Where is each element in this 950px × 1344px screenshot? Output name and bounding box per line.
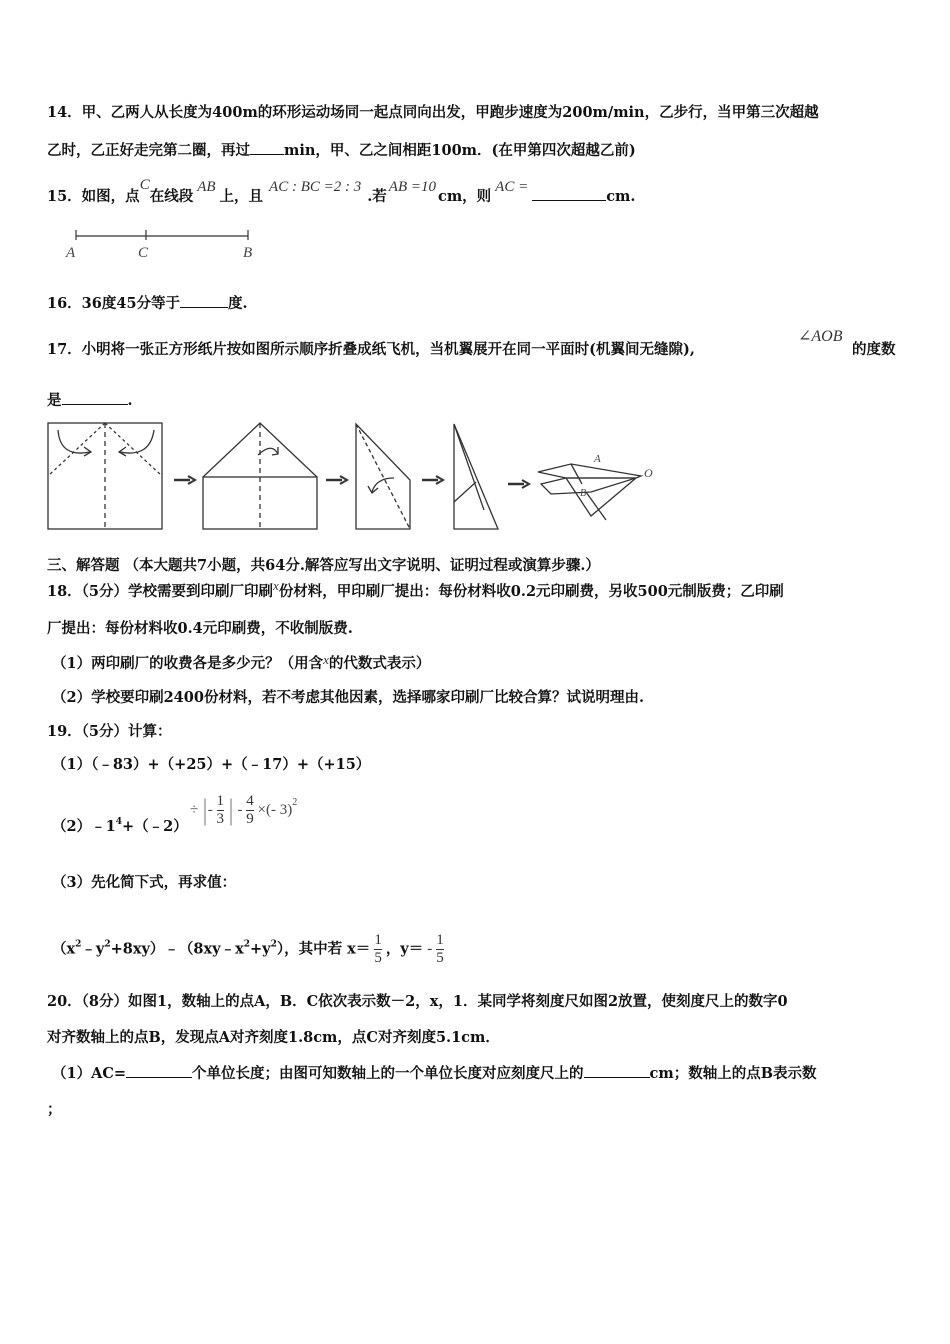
q20-line2: 对齐数轴上的点B，发现点A对齐刻度1.8cm，点C对齐刻度5.1cm． [47, 1029, 500, 1046]
q19-frac1: $\frac{1}{3}$ [216, 792, 224, 827]
q19-p2-exp: 4 [115, 817, 122, 827]
q14-line2b: min，甲、乙之间相距100m．(在甲第四次超越乙前) [284, 142, 636, 159]
q19-frac2: $\frac{4}{9}$ [246, 792, 254, 827]
q18-line1a: 18．（5分）学校需要到印刷厂印刷 [47, 583, 274, 600]
q15-answer-blank[interactable] [532, 186, 606, 201]
q18-sub1 [52, 654, 430, 674]
q18-var-x: x [273, 578, 279, 593]
q15-on-segment: 在线段 [149, 188, 194, 205]
q19-title: 19．（5分）计算： [47, 723, 172, 740]
section3-heading: 三、解答题 （本大题共7小题，共64分.解答应写出文字说明、证明过程或演算步骤.） [47, 557, 600, 574]
q16-suffix: 度. [228, 295, 248, 312]
q16-line [47, 293, 248, 314]
q18-sub2: （2）学校要印刷2400份材料，若不考虑其他因素，选择哪家印刷厂比较合算？试说明理由. [52, 689, 644, 706]
fig-label-a: A [66, 245, 76, 261]
q19-part1: （1）（﹣83）+（+25）+（﹣17）+（+15） [52, 756, 371, 773]
q15-segment-ab: AB [197, 179, 216, 195]
q19-paren-left: | [203, 793, 207, 826]
q19-y-minus: - [427, 941, 433, 957]
plane-label-o: O [644, 466, 653, 480]
q19-part3-expression: $(x^2﹣y^2+8xy)﹣(8xy﹣x^2+y^2)$，其中若 x＝ $\frac{1}{5}$ ，y＝ - $\frac{1}{5}$ [52, 932, 444, 966]
q18-sub1b: 的代数式表示） [328, 655, 431, 672]
q19-times: ×(- 3) [257, 801, 293, 818]
q17-line2-label: 是 [47, 392, 62, 409]
q15-cm-then: cm，则 [438, 188, 492, 205]
q15-on-and: 上，且 [219, 188, 264, 205]
q20-blank-unit[interactable] [584, 1063, 650, 1078]
q20-line1: 20．（8分）如图1，数轴上的点A，B．C依次表示数－2，x，1．某同学将刻度尺如图2放置，使刻度尺上的数字0 [47, 993, 788, 1010]
q17-end: . [127, 392, 133, 409]
fig-label-c: C [138, 245, 149, 261]
q19-p2-rest: +（﹣2） [121, 818, 188, 835]
q19-p2-label: （2）﹣1 [52, 818, 116, 835]
q20-blank-ac[interactable] [126, 1063, 192, 1078]
q19-y-value: $\frac{1}{5}$ [436, 932, 444, 966]
plane-label-b: B [580, 488, 587, 499]
plane-label-a: A [594, 453, 601, 465]
q18-line2: 厂提出：每份材料收0.4元印刷费，不收制版费. [47, 620, 353, 637]
q19-minus2: - [237, 801, 243, 818]
q19-x-value: $\frac{1}{5}$ [374, 932, 382, 966]
q15-ab-equals: AB =10 [388, 179, 436, 195]
q17-text: 17．小明将一张正方形纸片按如图所示顺序折叠成纸飞机，当机翼展开在同一平面时(机翼间无缝隙), [47, 341, 695, 358]
q15-point-c: C [139, 177, 150, 193]
q20-sub1: （1）AC= 个单位长度；由图可知数轴上的一个单位长度对应刻度尺上的 cm；数轴上的点B表示数 [52, 1065, 817, 1082]
q14-answer-blank[interactable] [250, 140, 284, 155]
q15-prefix: 15．如图，点 [47, 188, 140, 205]
q18-line1b: 份材料，甲印刷厂提出：每份材料收0.2元印刷费，另收500元制版费；乙印刷 [278, 583, 784, 600]
q15-line [47, 177, 636, 207]
q14-line2a: 乙时，乙正好走完第二圈，再过 [47, 142, 250, 159]
q16-answer-blank[interactable] [180, 293, 228, 308]
q19-part2 [52, 812, 188, 837]
q19-div: ÷ [190, 801, 199, 818]
q19-p2-expression [190, 790, 297, 830]
q15-unit: cm. [606, 188, 636, 205]
q18-sub1-var-x: x [323, 652, 329, 667]
q15-if: .若 [367, 188, 387, 205]
q19-part3: （3）先化简下式，再求值： [52, 874, 237, 891]
q18-sub1a: （1）两印刷厂的收费各是多少元？（用含 [52, 655, 324, 672]
q18-line1 [47, 578, 784, 602]
q17-angle: ∠AOB [798, 328, 843, 345]
q15-ratio: AC : BC =2 : 3 [269, 179, 362, 195]
q17-line1 [47, 340, 695, 360]
q19-paren-right: | [229, 793, 233, 826]
q15-ac-equals: AC = [495, 179, 529, 195]
q19-minus: - [207, 801, 213, 818]
q16-prefix: 16．36度45分等于 [47, 295, 181, 312]
q14-line1: 14．甲、乙两人从长度为400m的环形运动场同一起点同向出发，甲跑步速度为200m/min，乙步行，当甲第三次超越 [47, 104, 819, 121]
q17-answer-blank[interactable] [62, 390, 128, 405]
fig-label-b: B [243, 245, 253, 261]
q15-segment-figure [60, 226, 270, 262]
q17-line2 [47, 390, 133, 411]
q17-degree: 的度数 [852, 341, 896, 358]
q19-square: 2 [292, 796, 298, 808]
q20-line4: ； [47, 1101, 62, 1118]
q14-line2 [47, 140, 636, 161]
paper-plane-figure [46, 420, 666, 534]
